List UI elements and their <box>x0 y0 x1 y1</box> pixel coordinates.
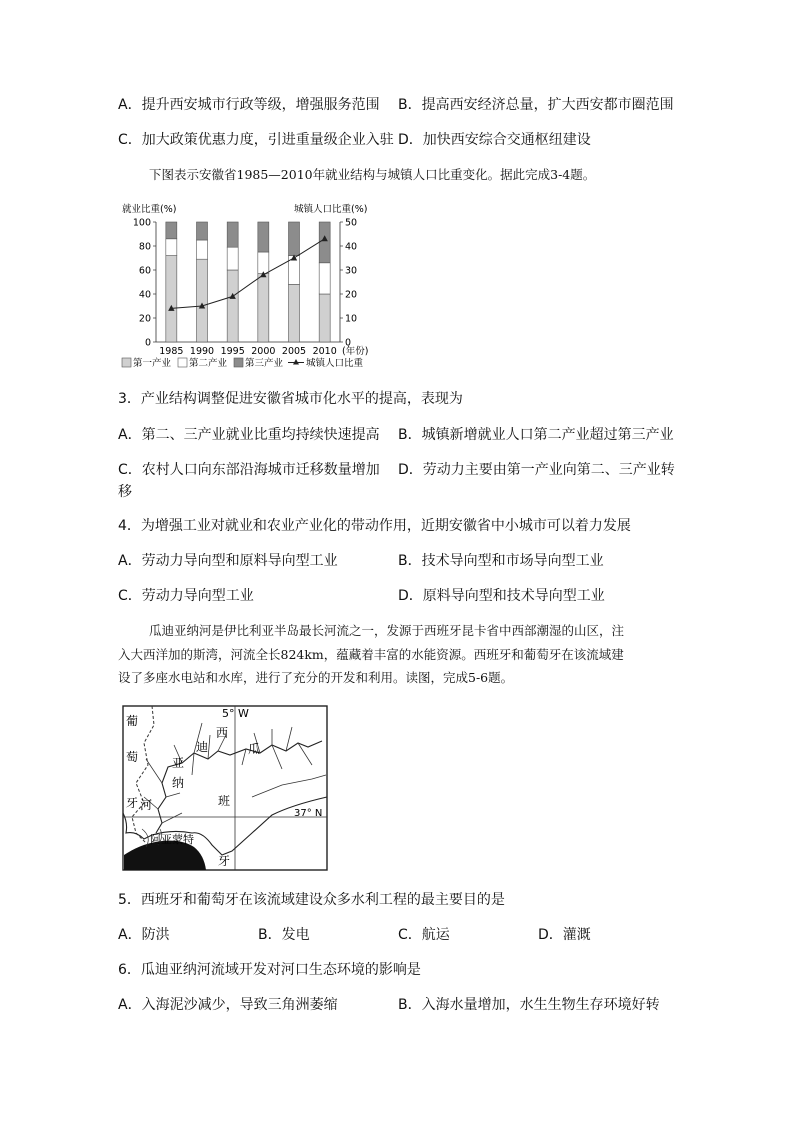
legend-label: 第一产业 <box>133 358 172 369</box>
parallel-label: 37° N <box>294 808 323 819</box>
map-label-ya-pt: 牙 <box>126 796 139 810</box>
x-tick-label: 2010 <box>312 346 337 357</box>
legend-swatch <box>234 358 243 367</box>
q5-option-b: B．发电 <box>258 927 310 943</box>
q4-option-c: C．劳动力导向型工业 <box>118 588 254 604</box>
map-label-tao: 萄 <box>126 750 139 764</box>
q3-option-d-continued: 移 <box>118 484 132 500</box>
q4-option-b: B．技术导向型和市场导向型工业 <box>398 553 604 569</box>
bar-segment <box>289 222 300 256</box>
y-left-tick-label: 40 <box>138 289 151 301</box>
meridian-label: 5° W <box>222 707 249 720</box>
legend-label: 第二产业 <box>189 358 228 369</box>
q6-option-b: B．入海水量增加，水生生物生存环境好转 <box>398 997 660 1013</box>
x-tick-label: 1985 <box>159 346 184 357</box>
q3-option-d: D．劳动力主要由第一产业向第二、三产业转 <box>398 462 675 478</box>
y-right-tick-label: 20 <box>345 289 358 301</box>
legend-line-marker <box>293 359 299 365</box>
bar-segment <box>227 270 238 342</box>
bar-segment <box>258 222 269 252</box>
map-label-ayamonte: 阿亚蒙特 <box>150 833 194 846</box>
bar-segment <box>319 263 330 294</box>
y-right-tick-label: 50 <box>345 217 358 229</box>
bar-segment <box>166 222 177 239</box>
y-right-tick-label: 40 <box>345 241 358 253</box>
intro-5-6-line2: 入大西洋加的斯湾，河流全长824km，蕴藏着丰富的水能资源。西班牙和葡萄牙在该流域建 <box>118 647 624 662</box>
q3-stem: 3．产业结构调整促进安徽省城市化水平的提高，表现为 <box>118 391 463 407</box>
legend-swatch <box>178 358 187 367</box>
map-label-gua: 瓜 <box>248 742 261 756</box>
q3-option-b: B．城镇新增就业人口第二产业超过第三产业 <box>398 427 674 443</box>
intro-5-6-line3: 设了多座水电站和水库，进行了充分的开发和利用。读图，完成5-6题。 <box>118 670 514 685</box>
y-right-tick-label: 30 <box>345 265 358 277</box>
bar-segment <box>289 284 300 342</box>
y-left-tick-label: 0 <box>144 337 151 349</box>
y-left-tick-label: 80 <box>138 241 151 253</box>
x-tick-label: 1990 <box>189 346 215 357</box>
bar-segment <box>166 256 177 342</box>
bar-segment <box>227 222 238 247</box>
legend-label: 城镇人口比重 <box>306 358 364 369</box>
bar-segment <box>258 252 269 274</box>
y-axis-right-title: 城镇人口比重(%) <box>294 204 368 215</box>
x-tick-label: 2005 <box>281 346 307 357</box>
q2-option-d: D．加快西安综合交通枢纽建设 <box>398 132 591 148</box>
bar-segment <box>227 247 238 270</box>
map-label-ya-es: 牙 <box>218 854 231 868</box>
bar-segment <box>319 294 330 342</box>
intro-3-4: 下图表示安徽省1985—2010年就业结构与城镇人口比重变化。据此完成3-4题。 <box>149 167 596 182</box>
map-label-xi: 西 <box>216 726 229 740</box>
map-label-di: 迪 <box>196 740 209 754</box>
y-left-tick-label: 20 <box>138 313 151 325</box>
q6-stem: 6．瓜迪亚纳河流域开发对河口生态环境的影响是 <box>118 962 421 978</box>
bar-segment <box>258 274 269 342</box>
x-axis-title: (年份) <box>342 346 369 357</box>
map-label-ban: 班 <box>218 794 231 808</box>
bar-segment <box>319 222 330 263</box>
map-label-na: 纳 <box>172 776 185 790</box>
x-tick-label: 1995 <box>220 346 245 357</box>
q5-stem: 5．西班牙和葡萄牙在该流域建设众多水利工程的最主要目的是 <box>118 892 505 908</box>
map-label-ya: 亚 <box>172 756 185 770</box>
guadiana-river-map <box>122 705 328 871</box>
bar-segment <box>197 222 208 240</box>
q4-stem: 4．为增强工业对就业和农业产业化的带动作用，近期安徽省中小城市可以着力发展 <box>118 518 631 534</box>
legend-label: 第三产业 <box>245 358 284 369</box>
q4-option-d: D．原料导向型和技术导向型工业 <box>398 588 605 604</box>
urbanization-line <box>171 239 324 309</box>
map-label-he: 河 <box>140 798 153 812</box>
map-label-pu: 葡 <box>126 714 139 728</box>
bar-segment <box>166 239 177 256</box>
q2-option-a: A．提升西安城市行政等级，增强服务范围 <box>118 97 380 113</box>
y-axis-left-title: 就业比重(%) <box>122 204 177 215</box>
legend-swatch <box>122 358 131 367</box>
q2-option-c: C．加大政策优惠力度，引进重量级企业入驻 <box>118 132 394 148</box>
y-left-tick-label: 60 <box>138 265 151 277</box>
q5-option-d: D．灌溉 <box>538 927 591 943</box>
q5-option-a: A．防洪 <box>118 927 170 943</box>
q2-option-b: B．提高西安经济总量，扩大西安都市圈范围 <box>398 97 674 113</box>
q6-option-a: A．入海泥沙减少，导致三角洲萎缩 <box>118 997 338 1013</box>
y-right-tick-label: 10 <box>345 313 358 325</box>
q4-option-a: A．劳动力导向型和原料导向型工业 <box>118 553 338 569</box>
y-right-tick-label: 0 <box>345 337 352 349</box>
q5-option-c: C．航运 <box>398 927 450 943</box>
bar-segment <box>197 240 208 259</box>
bar-segment <box>197 259 208 342</box>
q3-option-c: C．农村人口向东部沿海城市迁移数量增加 <box>118 462 380 478</box>
intro-5-6-line1: 瓜迪亚纳河是伊比利亚半岛最长河流之一，发源于西班牙昆卡省中西部潮湿的山区，注 <box>149 623 625 638</box>
employment-urbanization-chart <box>118 198 388 376</box>
y-left-tick-label: 100 <box>132 217 151 229</box>
x-tick-label: 2000 <box>251 346 276 357</box>
q3-option-a: A．第二、三产业就业比重均持续快速提高 <box>118 427 380 443</box>
